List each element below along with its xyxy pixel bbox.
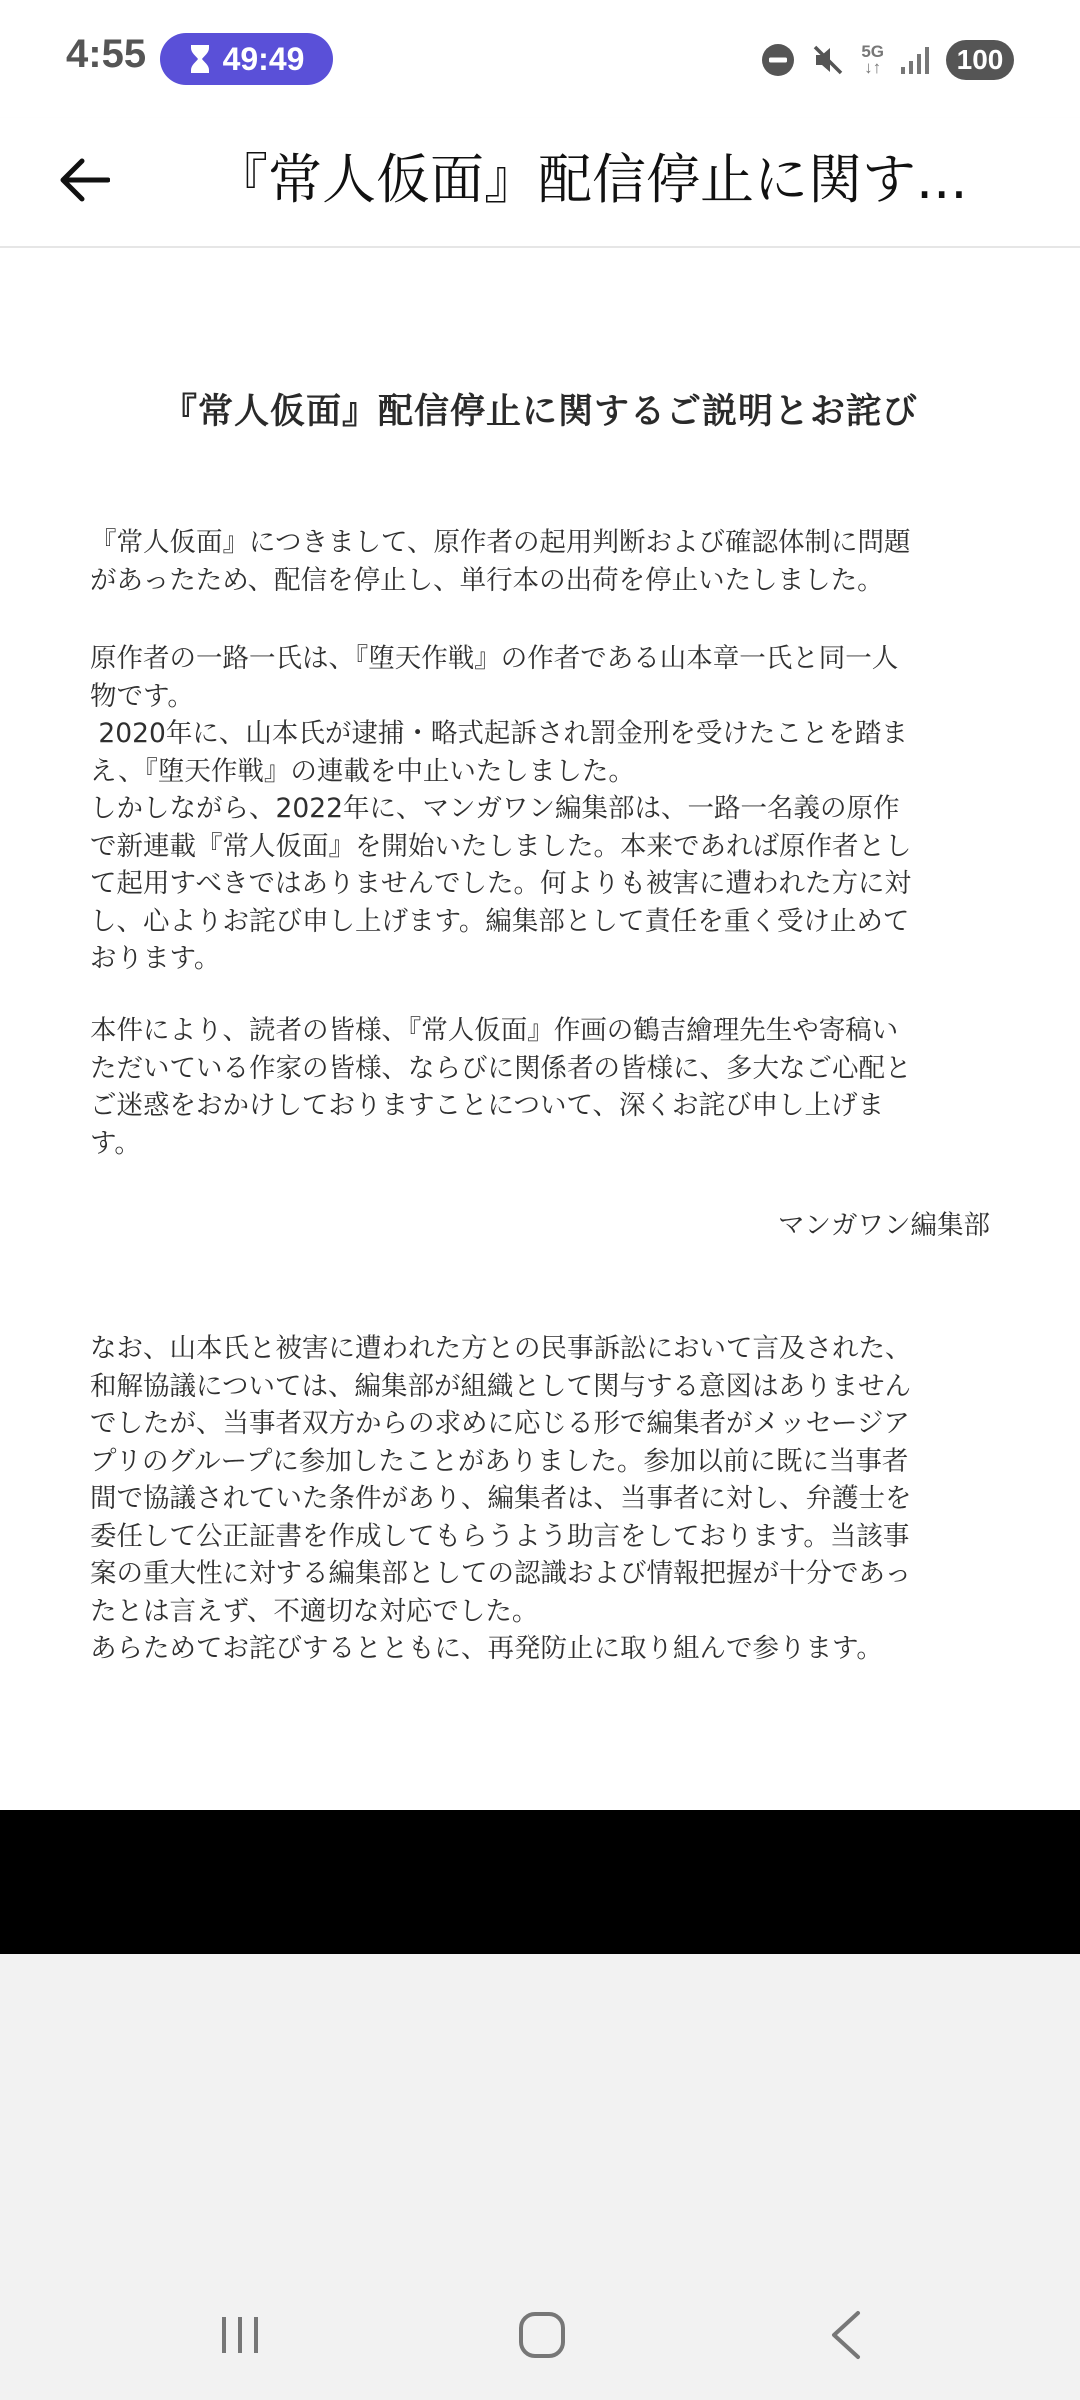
network-5g-icon: 5G ↓↑	[861, 42, 884, 77]
document-title: 『常人仮面』配信停止に関するご説明とお詫び	[161, 392, 918, 432]
status-bar	[0, 0, 1080, 118]
home-icon	[518, 2311, 566, 2359]
timer-value: 49:49	[222, 40, 305, 77]
recent-apps-icon	[218, 2313, 262, 2357]
signature: マンガワン編集部	[778, 1210, 990, 1241]
screen-timer-badge[interactable]	[160, 33, 333, 85]
home-button[interactable]	[482, 2280, 602, 2390]
chevron-left-icon	[828, 2310, 864, 2360]
image-bottom-band	[0, 1810, 1080, 1954]
paragraph-4: なお、山本氏と被害に遭われた方との民事訴訟において言及された、 和解協議については、編集部が組織として関与する意図はありません でしたが、当事者双方からの求めに応じる形で編集者がメッセージア プリのグループに参加したことがありました。参加以前に既に当事者 間で協議されていた条件があり、編集者は、当事者に対し、弁護士を 委任して公正証書を作成してもらうよう助言をしております。当該事 案の重大性に対する編集部としての認識および情報把握が十分であっ たとは言えず、不適切な対応でした。 あらためてお詫びするとともに、再発防止に取り組んで参ります。	[90, 1333, 912, 1664]
recent-apps-button[interactable]	[180, 2280, 300, 2390]
mute-icon	[811, 43, 845, 77]
signal-icon	[900, 45, 930, 75]
page-title: 『常人仮面』配信停止に関す...	[214, 148, 968, 211]
paragraph-1: 『常人仮面』につきまして、原作者の起用判断および確認体制に問題 があったため、配信を停止し、単行本の出荷を停止いたしました。	[90, 527, 911, 596]
paragraph-3: 本件により、読者の皆様、『常人仮面』作画の鶴吉繪理先生や寄稿い ただいている作家の皆様、ならびに関係者の皆様に、多大なご心配と ご迷惑をおかけしておりますことについて、深くお詫び申し上げま す。	[90, 1015, 912, 1159]
nav-back-button[interactable]	[786, 2280, 906, 2390]
battery-indicator: 100	[946, 40, 1014, 80]
arrow-left-icon	[58, 158, 110, 202]
announcement-document	[0, 248, 1080, 1810]
app-bar	[0, 118, 1080, 248]
hourglass-icon	[189, 44, 211, 74]
system-nav-bar	[0, 2280, 1080, 2390]
status-icons	[761, 36, 1014, 84]
back-button[interactable]	[44, 140, 124, 220]
do-not-disturb-icon	[761, 43, 795, 77]
paragraph-2: 原作者の一路一氏は、『堕天作戦』の作者である山本章一氏と同一人 物です。 2020年に、山本氏が逮捕・略式起訴され罰金刑を受けたことを踏ま え、『堕天作戦』の連載を中止いたしました。 しかしながら、2022年に、マンガワン編集部は、一路一名義の原作 で新連載『常人仮面』を開始いたしました。本来であれば原作者とし て起用すべきではありませんでした。何よりも被害に遭われた方に対 し、心よりお詫び申し上げます。編集部として責任を重く受け止めて おります。	[90, 643, 912, 974]
status-time: 4:55	[66, 32, 147, 76]
